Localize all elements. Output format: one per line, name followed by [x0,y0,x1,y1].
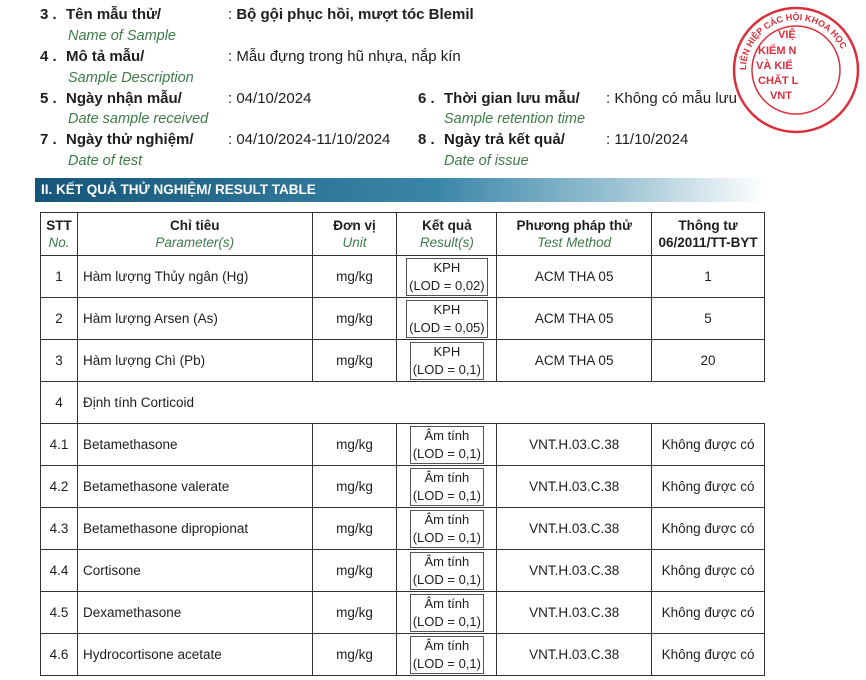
result-section-title: II. KẾT QUẢ THỬ NGHIỆM/ RESULT TABLE [41,182,316,197]
issue-date-value: : 11/10/2024 [606,131,689,148]
table-row [41,508,765,550]
cell-unit: mg/kg [312,634,397,676]
retention-time-label: Thời gian lưu mẫu/ [444,90,580,107]
sample-name-value: : Bộ gội phục hồi, mượt tóc Blemil [228,6,474,23]
date-received-label: Ngày nhận mẫu/ [66,90,182,107]
cell-result: KPH (LOD = 0,05) [397,298,497,340]
cell-parameter: Cortisone [77,550,312,592]
cell-stt: 4.2 [41,466,78,508]
cell-limit: 1 [652,256,765,298]
table-row [41,634,765,676]
table-header-row [41,213,765,256]
cell-stt: 1 [41,256,78,298]
cell-result: Âm tính (LOD = 0,1) [397,466,497,508]
info-num-5: 5 . [40,90,57,107]
cell-unit: mg/kg [312,298,397,340]
issue-date-label: Ngày trả kết quả/ [444,131,565,148]
table-row [41,298,765,340]
stamp-line-2: KIỂM N [758,45,797,57]
cell-method: ACM THA 05 [497,256,652,298]
stamp-line-1: VIỆ [778,29,796,41]
info-num-6: 6 . [418,90,435,107]
cell-stt: 4 [41,382,78,424]
header-unit: Đơn vị Unit [312,213,397,256]
cell-parameter: Hàm lượng Chì (Pb) [77,340,312,382]
result-table [40,212,765,676]
table-row [41,256,765,298]
date-received-label-en: Date sample received [68,111,209,127]
cell-parameter: Betamethasone valerate [77,466,312,508]
cell-method: ACM THA 05 [497,340,652,382]
cell-method: VNT.H.03.C.38 [497,634,652,676]
table-row [41,340,765,382]
cell-method: VNT.H.03.C.38 [497,424,652,466]
table-row-group [41,382,765,424]
table-row [41,592,765,634]
cell-parameter: Hàm lượng Thủy ngân (Hg) [77,256,312,298]
header-method: Phương pháp thử Test Method [497,213,652,256]
cell-method: VNT.H.03.C.38 [497,508,652,550]
table-row [41,550,765,592]
header-stt: STT No. [41,213,78,256]
sample-name-label: Tên mẫu thử/ [66,6,162,23]
header-result: Kết quả Result(s) [397,213,497,256]
cell-unit: mg/kg [312,592,397,634]
cell-limit: Không được có [652,592,765,634]
cell-stt: 4.6 [41,634,78,676]
cell-stt: 4.4 [41,550,78,592]
cell-method: VNT.H.03.C.38 [497,592,652,634]
cell-parameter: Hàm lượng Arsen (As) [77,298,312,340]
cell-parameter: Betamethasone [77,424,312,466]
cell-limit: Không được có [652,634,765,676]
cell-stt: 3 [41,340,78,382]
cell-limit: Không được có [652,550,765,592]
cell-stt: 2 [41,298,78,340]
test-date-label-en: Date of test [68,153,143,169]
cell-parameter: Betamethasone dipropionat [77,508,312,550]
date-received-value: : 04/10/2024 [228,90,312,107]
header-parameter: Chỉ tiêu Parameter(s) [77,213,312,256]
stamp-line-3: VÀ KIỂ [756,60,793,72]
cell-unit: mg/kg [312,256,397,298]
cell-result: Âm tính (LOD = 0,1) [397,550,497,592]
stamp-line-4: CHẤT L [758,75,799,87]
cell-unit: mg/kg [312,466,397,508]
sample-name-label-en: Name of Sample [68,28,176,44]
cell-limit: Không được có [652,424,765,466]
test-date-value: : 04/10/2024-11/10/2024 [228,131,391,148]
cell-unit: mg/kg [312,508,397,550]
info-num-7: 7 . [40,131,57,148]
cell-stt: 4.1 [41,424,78,466]
issue-date-label-en: Date of issue [444,153,529,169]
cell-parameter: Dexamethasone [77,592,312,634]
cell-limit: 20 [652,340,765,382]
sample-description-label-en: Sample Description [68,70,194,86]
result-section-header [35,178,765,202]
cell-group-title: Định tính Corticoid [77,382,764,424]
cell-method: ACM THA 05 [497,298,652,340]
sample-description-label: Mô tả mẫu/ [66,48,145,65]
info-num-3: 3 . [40,6,57,23]
info-num-8: 8 . [418,131,435,148]
cell-limit: Không được có [652,466,765,508]
stamp-arc-text: LIÊN HIỆP CÁC HỘI KHOA HỌC [737,12,849,71]
header-regulation: Thông tư 06/2011/TT-BYT [652,213,765,256]
info-num-4: 4 . [40,48,57,65]
cell-stt: 4.5 [41,592,78,634]
cell-limit: 5 [652,298,765,340]
cell-method: VNT.H.03.C.38 [497,466,652,508]
official-stamp [726,0,866,140]
table-row [41,466,765,508]
cell-limit: Không được có [652,508,765,550]
cell-unit: mg/kg [312,340,397,382]
cell-result: Âm tính (LOD = 0,1) [397,508,497,550]
cell-unit: mg/kg [312,550,397,592]
retention-time-label-en: Sample retention time [444,111,586,127]
cell-method: VNT.H.03.C.38 [497,550,652,592]
sample-description-value: : Mẫu đựng trong hũ nhựa, nắp kín [228,48,461,65]
table-row [41,424,765,466]
cell-stt: 4.3 [41,508,78,550]
cell-unit: mg/kg [312,424,397,466]
cell-parameter: Hydrocortisone acetate [77,634,312,676]
cell-result: Âm tính (LOD = 0,1) [397,634,497,676]
retention-time-value: : Không có mẫu lưu [606,90,737,107]
cell-result: Âm tính (LOD = 0,1) [397,592,497,634]
cell-result: Âm tính (LOD = 0,1) [397,424,497,466]
cell-result: KPH (LOD = 0,02) [397,256,497,298]
stamp-line-5: VNT [770,90,792,102]
test-date-label: Ngày thử nghiệm/ [66,131,194,148]
cell-result: KPH (LOD = 0,1) [397,340,497,382]
